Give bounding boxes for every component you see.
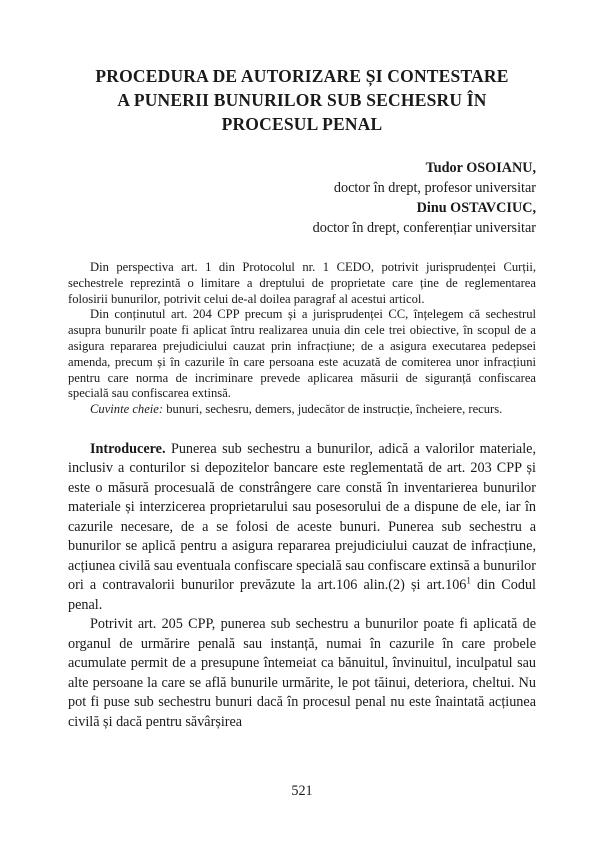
body-paragraph-2: Potrivit art. 205 CPP, punerea sub sechestru a bunurilor poate fi aplicată de organul de urmărire penală sau instanță, numai în cazurile în care probele acumulate permit de a presupune întemeiat ca bănuitul, învinuitul, inculpatul sau alte persoane la care se află bunurile urmărite, le pot tăinui, deteriora, cheltui. Nu pot fi puse sub sechestru bunuri dacă în procesul penal nu este înaintată acțiunea civilă și dacă pentru săvârșirea [68,616,536,730]
title-line-1: PROCEDURA DE AUTORIZARE ȘI CONTESTARE [95,66,509,86]
keywords-list: bunuri, sechesru, demers, judecător de instrucție, încheiere, recurs. [163,402,503,417]
title-line-2: A PUNERII BUNURILOR SUB SECHESRU ÎN [117,90,487,110]
keywords-label: Cuvinte cheie: [90,402,164,417]
page-number: 521 [291,783,313,799]
footnote-superscript: 1 [466,575,471,586]
page-content [68,64,536,732]
article-body [68,440,536,733]
body-paragraph-1-text-b: din Codul penal. [68,577,536,613]
abstract [68,260,536,418]
author-affiliation-1: doctor în drept, profesor universitar [333,180,536,196]
author-affiliation-2: doctor în drept, conferențiar universitar [312,220,536,236]
abstract-paragraph-2: Din conținutul art. 204 CPP precum și a jurisprudenței CC, înțelegem că sechestrul asupra bunurilr poate fi aplicat întru realizarea unuia din cele trei obiective, în scopul de a asigura repararea prejudiciului cauzat prin infracțiune; de a asigura executarea pedepsei amenda, precum și în cazurile în care persoana este acuzată de comiterea unor infracțiuni pentru care norma de incriminare prevede aplicarea măsurii de siguranță confiscarea specială sau confiscarea extinsă. [68,307,536,401]
keywords [68,402,536,418]
title-line-3: PROCESUL PENAL [221,114,383,134]
author-name-1: Tudor OSOIANU, [425,160,536,176]
article-title [68,64,536,136]
author-name-2: Dinu OSTAVCIUC, [416,200,536,216]
author-block [68,158,536,238]
abstract-paragraph-1: Din perspectiva art. 1 din Protocolul nr. 1 CEDO, potrivit jurisprudenței Curții, sechestrele reprezintă o limitare a dreptului de proprietate care ține de reglementarea folosirii bunurilor, potrivit celui de-al doilea paragraf al acestui articol. [68,260,536,306]
section-heading-introducere: Introducere. [90,440,166,457]
body-paragraph-1 [68,440,536,616]
body-paragraph-1-text-a: Punerea sub sechestru a bunurilor, adică a valorilor materiale, inclusiv a conturilor si depozitelor bancare este reglementată de art. 203 CPP și este o măsură procesuală de constrângere care constă în inventarierea bunurilor materiale și interzicerea proprietarului sau posesorului de a dispune de ele, iar în cazurile necesare, de a se folosi de aceste bunuri. Punerea sub sechestru a bunurilor se aplică pentru a asigura repararea prejudiciului cauzat de infracțiune, acțiunea civilă sau eventuala confiscare specială sau confiscare extinsă a bunurilor ori a contravalorii bunurilor prevăzute la art.106 alin.(2) și art.106 [68,440,536,594]
